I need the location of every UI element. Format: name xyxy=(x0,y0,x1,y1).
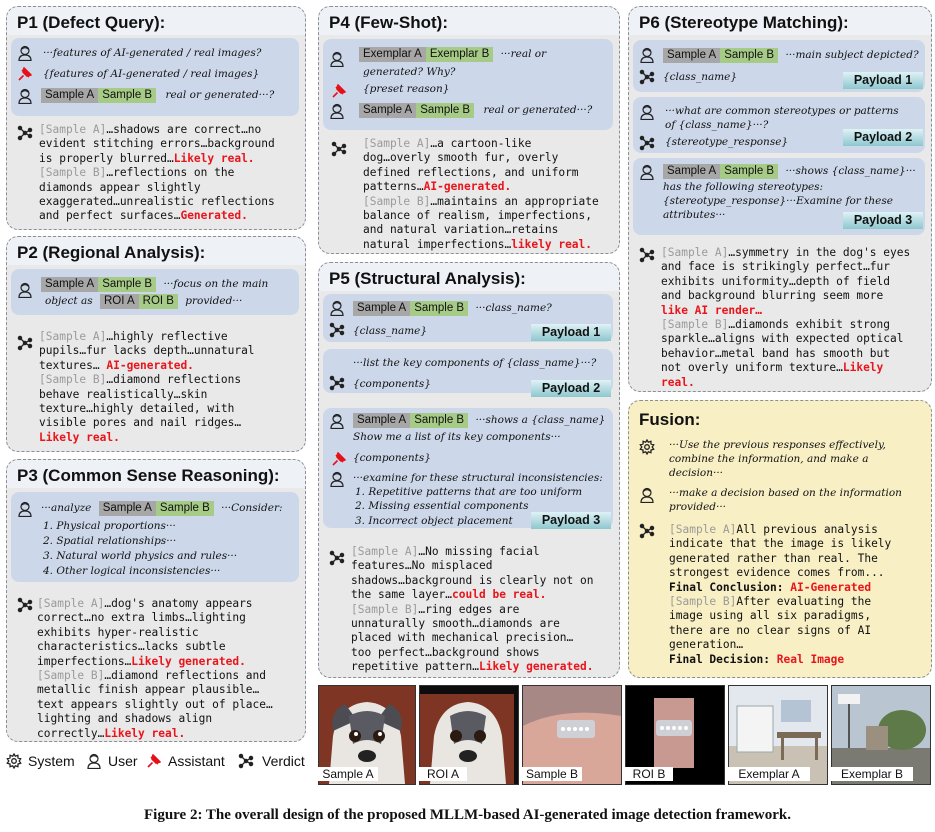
query-text: ···analyze xyxy=(41,502,92,514)
user-query-line: has the following stereotypes: xyxy=(663,181,824,193)
list-item: 2. Spatial relationships··· xyxy=(43,535,177,547)
roi-a-label: ROI A xyxy=(419,767,467,781)
roi-a-tag: ROI A xyxy=(100,294,139,309)
verdict-network-icon xyxy=(238,753,254,769)
sample-b-tag: Sample B xyxy=(410,413,468,428)
query-text: real or generated···? xyxy=(165,89,275,101)
user-icon xyxy=(639,47,655,63)
verdict-network-icon xyxy=(639,69,655,85)
user-query-line xyxy=(353,413,605,428)
verdict-network-icon xyxy=(329,375,345,391)
panel-p3-common-sense xyxy=(6,459,306,742)
figure-caption: Figure 2: The overall design of the proposed MLLM-based AI-generated image detection framework. xyxy=(143,807,791,823)
verdict-network-icon xyxy=(329,550,345,566)
payload-1-badge: Payload 1 xyxy=(843,72,923,89)
payload-1-badge: Payload 1 xyxy=(531,324,611,341)
payload-3-badge: Payload 3 xyxy=(531,512,611,529)
user-query-line: ···examine for these structural inconsistencies: xyxy=(353,472,603,484)
user-icon xyxy=(17,282,33,298)
assistant-pin-icon xyxy=(17,66,33,82)
payload-3-badge: Payload 3 xyxy=(843,212,923,229)
user-icon xyxy=(17,45,33,61)
system-prompt-line: decision··· xyxy=(669,467,724,479)
verdict-text: [Sample A]All previous analysis indicate that the image is likely generated rather than real. The strongest evidence comes from... Final Conclusion: AI-Generated [Sample B]After evaluating the image using all six paradigms, there are no clear signs of AI generation… Final Decision: Real Image xyxy=(669,523,892,666)
user-icon xyxy=(17,88,33,104)
user-query-line: ···what are common stereotypes or patterns xyxy=(665,105,899,117)
sample-b-tag: Sample B xyxy=(410,301,468,316)
list-item: 4. Other logical inconsistencies··· xyxy=(43,565,221,577)
payload-2-badge: Payload 2 xyxy=(531,380,611,397)
query-text: ···shows a {class_name} xyxy=(475,414,606,426)
user-query-line xyxy=(663,164,916,179)
assistant-pin-icon xyxy=(146,753,162,769)
user-icon xyxy=(329,413,345,429)
panel-title: P3 (Common Sense Reasoning): xyxy=(7,460,305,488)
user-query-line xyxy=(45,294,242,309)
query-text: real or generated···? xyxy=(483,104,593,116)
sample-a-tag: Sample A xyxy=(41,277,98,292)
user-icon xyxy=(639,164,655,180)
assistant-response-line: {features of AI-generated / real images} xyxy=(43,68,260,80)
user-query-line: {stereotype_response}···Examine for these xyxy=(663,195,893,207)
user-query-line: generated? Why? xyxy=(363,66,456,78)
panel-title: P6 (Stereotype Matching): xyxy=(629,7,931,35)
verdict-network-icon xyxy=(331,141,347,157)
panel-title: Fusion: xyxy=(639,410,701,429)
verdict-text: [Sample A]…symmetry in the dog's eyes and face is strikingly perfect…fur exhibits uniformity…depth of field and background blurring seem more like AI render… [Sample B]…diamonds exhibit strong sparkle…aligns with expected optical behavior…metal band has smooth but not overly uniform texture…Likely real. xyxy=(661,246,911,389)
query-text: object as xyxy=(45,295,93,307)
user-query-line xyxy=(663,48,919,63)
panel-title: P4 (Few-Shot): xyxy=(319,7,619,35)
exemplar-a-label: Exemplar A xyxy=(728,767,810,781)
list-item: 1. Physical proportions··· xyxy=(43,520,176,532)
list-item: 3. Incorrect object placement xyxy=(355,515,513,527)
sample-b-tag: Sample B xyxy=(416,103,474,118)
sample-a-tag: Sample A xyxy=(359,103,416,118)
list-item: 1. Repetitive patterns that are too uniform xyxy=(355,486,583,498)
exemplar-b-label: Exemplar B xyxy=(831,767,913,781)
sample-a-tag: Sample A xyxy=(663,164,720,179)
roi-b-label: ROI B xyxy=(625,767,673,781)
panel-p5-structural xyxy=(318,262,620,678)
user-icon xyxy=(86,753,102,769)
user-icon xyxy=(639,487,655,503)
user-icon xyxy=(329,51,345,67)
payload-2-badge: Payload 2 xyxy=(843,129,923,146)
verdict-network-icon xyxy=(639,523,655,539)
verdict-network-icon xyxy=(639,247,655,263)
panel-p1-defect-query xyxy=(6,6,306,230)
verdict-network-icon xyxy=(329,322,345,338)
panel-fusion xyxy=(628,400,932,678)
panel-p2-regional-analysis xyxy=(6,236,306,452)
assistant-response-line: {class_name} xyxy=(353,325,428,337)
exemplar-b-tag: Exemplar B xyxy=(426,47,493,62)
user-query-line xyxy=(359,47,546,62)
verdict-text: [Sample A]…a cartoon-like dog…overly smooth fur, overly defined reflections, and uniform patterns…AI-generated. [Sample B]…maintains an appropriate balance of realism, imperfections, and natural variation…retains natural imperfections…likely real. xyxy=(363,137,599,251)
panel-title: P2 (Regional Analysis): xyxy=(7,237,305,265)
verdict-network-icon xyxy=(639,135,655,151)
verdict-text: [Sample A]…shadows are correct…no evident stitching errors…background is properly blurred…Likely real. [Sample B]…reflections on the diamonds appear slightly exaggerated…unrealistic reflections and perfect surfaces…Generated. xyxy=(39,123,275,223)
user-query-line xyxy=(41,277,268,292)
assistant-pin-icon xyxy=(331,83,347,99)
user-query-line xyxy=(41,88,274,103)
query-text: ···main subject depicted? xyxy=(785,49,919,61)
list-item: 3. Natural world physics and rules··· xyxy=(43,550,238,562)
sample-b-label: Sample B xyxy=(522,767,582,781)
system-prompt-line: combine the information, and make a xyxy=(669,453,869,465)
assistant-response-line: {stereotype_response} xyxy=(665,136,789,148)
query-text: ···focus on the main xyxy=(163,278,269,290)
user-icon xyxy=(639,104,655,120)
user-query-line: of {class_name}···? xyxy=(665,119,769,131)
query-text: ···class_name? xyxy=(475,302,552,314)
exemplar-a-tag: Exemplar A xyxy=(359,47,426,62)
verdict-text: [Sample A]…dog's anatomy appears correct…no extra limbs…lighting exhibits hyper-realistic characteristics…lacks subtle imperfections…Likely generated. [Sample B]…diamond reflections and metallic finish appear plausible… text appears slightly out of place… lighting and shadows align correctly…Likely real. xyxy=(37,597,273,740)
sample-a-tag: Sample A xyxy=(663,48,720,63)
legend-assistant: Assistant xyxy=(168,753,225,769)
user-icon xyxy=(17,501,33,517)
legend-system: System xyxy=(28,753,75,769)
assistant-response-line: {components} xyxy=(353,378,431,390)
sample-a-tag: Sample A xyxy=(353,413,410,428)
user-query-line: attributes··· xyxy=(663,209,726,221)
legend-user: User xyxy=(108,753,138,769)
user-query-line: ···features of AI-generated / real images? xyxy=(43,47,262,59)
sample-b-tag: Sample B xyxy=(98,88,156,103)
user-icon xyxy=(329,103,345,119)
sample-a-label: Sample A xyxy=(318,767,378,781)
panel-title: P5 (Structural Analysis): xyxy=(319,263,619,291)
gear-icon xyxy=(6,753,22,769)
verdict-text: [Sample A]…highly reflective pupils…fur lacks depth…unnatural textures… AI-generated. [Sample B]…diamond reflections behave realistically…skin texture…highly detailed, with visible pores and nail ridges… Likely real. xyxy=(39,330,255,444)
roi-b-tag: ROI B xyxy=(139,294,178,309)
legend-verdict: Verdict xyxy=(262,753,305,769)
assistant-response-line: {preset reason} xyxy=(363,83,450,95)
user-query-line: ···make a decision based on the information xyxy=(669,487,902,499)
user-query-line xyxy=(359,103,592,118)
panel-p4-few-shot xyxy=(318,6,620,254)
user-icon xyxy=(329,471,345,487)
system-prompt-line: ···Use the previous responses effectively, xyxy=(669,439,886,451)
verdict-network-icon xyxy=(17,125,33,141)
sample-b-tag: Sample B xyxy=(156,501,214,516)
user-query-line: Show me a list of its key components··· xyxy=(353,431,561,443)
user-query-line: provided··· xyxy=(669,501,727,513)
assistant-response-line: {components} xyxy=(353,452,431,464)
panel-title: P1 (Defect Query): xyxy=(7,7,305,35)
query-text: ···shows {class_name}··· xyxy=(785,165,916,177)
sample-b-tag: Sample B xyxy=(98,277,156,292)
verdict-text: [Sample A]…No missing facial features…No misplaced shadows…background is clearly not on the same layer…could be real. [Sample B]…ring edges are unnaturally smooth…diamonds are placed with mechanical precision… too perfect…background shows repetitive pattern…Likely generated. xyxy=(351,545,594,674)
sample-b-tag: Sample B xyxy=(720,164,778,179)
user-query-line: ···list the key components of {class_name}···? xyxy=(353,357,597,369)
verdict-network-icon xyxy=(17,335,33,351)
user-query-line xyxy=(353,301,552,316)
query-text: provided··· xyxy=(185,295,243,307)
sample-b-tag: Sample B xyxy=(720,48,778,63)
sample-a-tag: Sample A xyxy=(353,301,410,316)
list-item: 2. Missing essential components xyxy=(355,500,529,512)
assistant-response-line: {class_name} xyxy=(663,71,738,83)
sample-a-tag: Sample A xyxy=(41,88,98,103)
panel-p6-stereotype xyxy=(628,6,932,392)
query-text: ···Consider: xyxy=(221,502,283,514)
gear-icon xyxy=(639,439,655,455)
sample-a-tag: Sample A xyxy=(99,501,156,516)
verdict-network-icon xyxy=(17,597,33,613)
assistant-pin-icon xyxy=(331,451,347,467)
user-query-line xyxy=(41,501,283,516)
query-text: ···real or xyxy=(500,48,547,60)
user-icon xyxy=(329,300,345,316)
